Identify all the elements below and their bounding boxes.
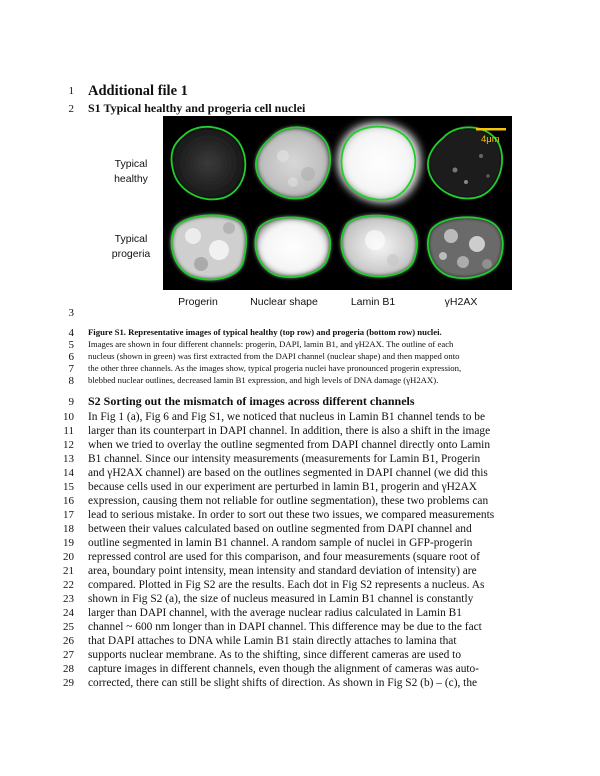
document-title: Additional file 1 [88, 83, 188, 99]
body-line: In Fig 1 (a), Fig 6 and Fig S1, we noticed that nucleus in Lamin B1 channel tends to be [88, 411, 486, 423]
body-line: between their values calculated based on outline segmented from DAPI channel and [88, 523, 472, 535]
line-number: 21 [63, 565, 74, 577]
body-line: larger than its counterpart in DAPI channel. In addition, there is also a shift in the image [88, 425, 491, 437]
body-line: supports nuclear membrane. As to the shifting, since different cameras are used to [88, 649, 462, 661]
section-heading-s1: S1 Typical healthy and progeria cell nuclei [88, 101, 306, 115]
line-number: 19 [63, 537, 74, 549]
column-label-progerin: Progerin [178, 296, 218, 308]
line-number: 20 [63, 551, 74, 563]
figure-caption-line: Images are shown in four different channels: progerin, DAPI, lamin B1, and γH2AX. The outline of each [88, 339, 454, 349]
line-number: 1 [68, 85, 74, 97]
line-number: 28 [63, 663, 74, 675]
figure-caption-line: nucleus (shown in green) was first extracted from the DAPI channel (nuclear shape) and then mapped onto [88, 351, 460, 361]
body-line: that DAPI attaches to DNA while Lamin B1 stain directly attaches to lamina that [88, 635, 457, 647]
body-line: repressed control are used for this comparison, and four measurements (square root of [88, 551, 480, 563]
line-number: 23 [63, 593, 74, 605]
line-number: 2 [68, 103, 74, 115]
figure-caption-label: Figure S1. Representative images of typical healthy (top row) and progeria (bottom row) nuclei. [88, 327, 442, 337]
line-number: 26 [63, 635, 74, 647]
line-number: 29 [63, 677, 74, 689]
image-progeria-laminb1 [341, 216, 417, 277]
row-label-healthy: Typical healthy [114, 158, 148, 185]
line-number: 22 [63, 579, 74, 591]
body-line: capture images in different channels, even though the alignment of cameras was auto- [88, 663, 480, 675]
line-number: 17 [63, 509, 74, 521]
line-number: 6 [68, 351, 74, 363]
body-line: lead to serious mistake. In order to sort out these two issues, we compared measurements [88, 509, 495, 521]
line-number: 12 [63, 439, 74, 451]
line-number: 5 [68, 339, 74, 351]
body-line: compared. Plotted in Fig S2 are the results. Each dot in Fig S2 represents a nucleus. As [88, 579, 485, 591]
body-line: and γH2AX channel) are based on the outlines segmented in DAPI channel (we did this [88, 467, 488, 479]
figure-caption-line: the other three channels. As the images show, typical progeria nuclei have pronounced progerin expression, [88, 363, 462, 373]
row-label-progeria: Typical progeria [111, 233, 151, 260]
body-line: outline segmented in lamin B1 channel. A random sample of nuclei in GFP-progerin [88, 537, 473, 549]
body-line: expression, causing them not reliable for outline segmentation), these two problems can [88, 495, 489, 507]
image-progeria-nuclear-shape [255, 217, 330, 277]
line-number: 14 [63, 467, 74, 479]
line-number: 11 [63, 425, 74, 437]
line-number: 10 [63, 411, 74, 423]
column-label-laminb1: Lamin B1 [350, 296, 396, 308]
body-line: B1 channel. Since our intensity measurements (measurements for Lamin B1, Progerin [88, 453, 481, 465]
figure-s1-panel [163, 116, 512, 290]
body-line: because cells used in our experiment are perturbed in lamin B1, progerin and γH2AX [88, 481, 478, 493]
body-line: when we tried to overlay the outline segmented from DAPI channel directly onto Lamin [88, 439, 491, 451]
body-line: channel ~ 600 nm longer than in DAPI channel. This difference may be due to the fact [88, 621, 482, 633]
column-label-gh2ax: γH2AX [444, 296, 478, 308]
line-number: 25 [63, 621, 74, 633]
line-number: 24 [63, 607, 74, 619]
line-number: 27 [63, 649, 74, 661]
body-line: area, boundary point intensity, mean intensity and standard deviation of intensity) are [88, 565, 477, 577]
line-number: 4 [68, 327, 74, 339]
line-number: 7 [68, 363, 74, 375]
line-number: 18 [63, 523, 74, 535]
section-heading-s2: S2 Sorting out the mismatch of images across different channels [88, 394, 415, 408]
image-healthy-progerin [171, 127, 245, 200]
image-healthy-laminb1 [337, 122, 422, 204]
line-number: 8 [68, 375, 74, 387]
scale-bar [476, 128, 506, 131]
body-line: larger than DAPI channel, with the average nuclear radius calculated in Lamin B1 [88, 607, 462, 619]
image-healthy-nuclear-shape [256, 127, 330, 198]
column-label-nuclear-shape: Nuclear shape [250, 296, 318, 308]
line-number: 3 [68, 307, 74, 319]
body-line: shown in Fig S2 (a), the size of nucleus measured in Lamin B1 channel is constantly [88, 593, 474, 605]
image-progeria-progerin [172, 215, 247, 279]
line-number: 15 [63, 481, 74, 493]
figure-caption-line: blebbed nuclear outlines, decreased lamin B1 expression, and high levels of DNA damage (γH2AX). [88, 375, 439, 385]
body-line: corrected, there can still be slight shifts of direction. As shown in Fig S2 (b) – (c), the [88, 677, 478, 689]
line-number: 16 [63, 495, 74, 507]
line-number: 9 [68, 396, 74, 408]
line-number: 13 [63, 453, 74, 465]
image-progeria-gh2ax [428, 217, 503, 278]
scale-bar-label: 4μm [481, 134, 500, 145]
